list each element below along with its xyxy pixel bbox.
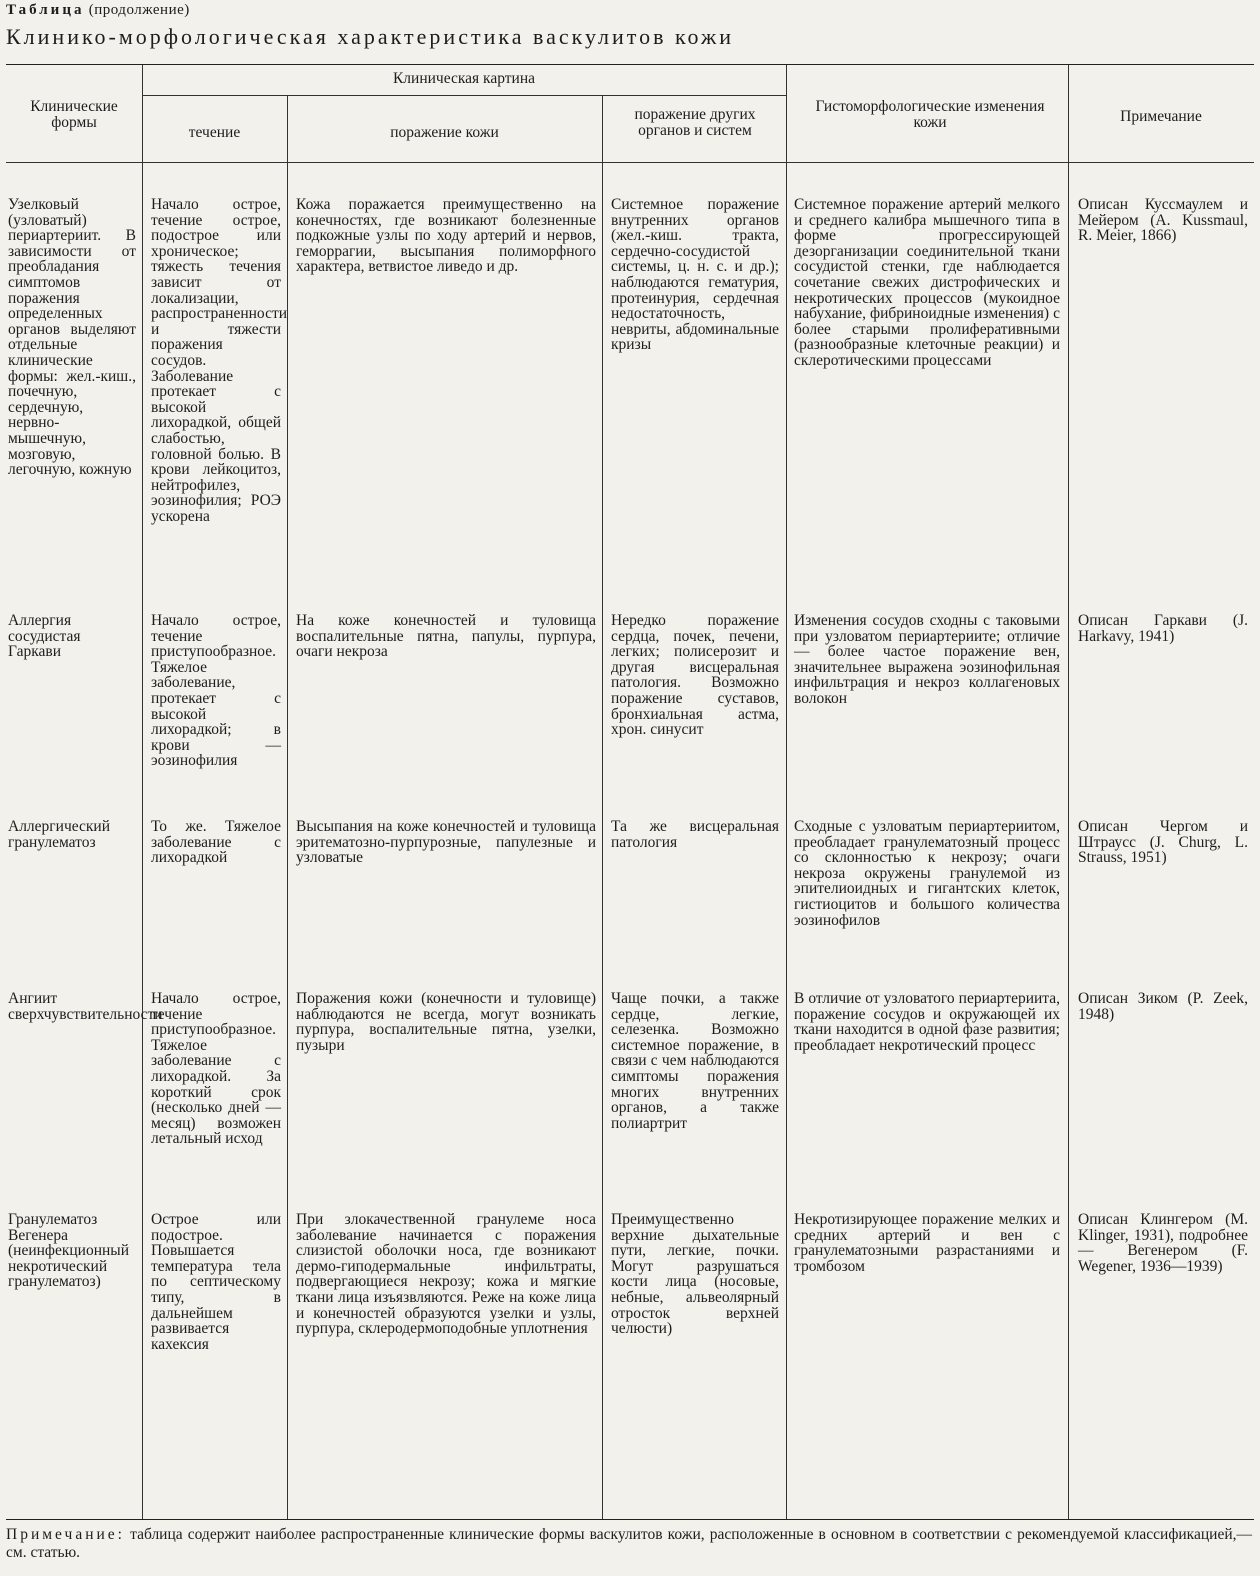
- row-histo: Сходные с узловатым периартериитом, преобладает гранулематозный процесс со склонностью к некрозу; очаги некроза окружены гранулемой из эпителиоидных и гигантских клеток, гистиоцитов и большого количества эозинофилов: [794, 818, 1060, 929]
- row-form: Ангиит сверхчувствительности: [8, 990, 163, 1023]
- row-histo: Системное поражение артерий мелкого и среднего калибра мышечного типа в форме прогрессирующей дезорганизации соединительной ткани сосудистой стенки, где наблюдается сочетание свежих дистрофических и некротических процессов (мукоидное набухание, фибриноидные изменения) с более старыми пролиферативными (разнообразные клеточные реакции) и склеротическими процессами: [794, 196, 1060, 369]
- row-note: Описан Зиком (P. Zeek, 1948): [1078, 990, 1248, 1023]
- row-skin: Высыпания на коже конечностей и туловища эритематозно-пурпурозные, папулезные и узловатые: [296, 818, 596, 867]
- row-organs: Системное поражение внутренних органов (жел.-киш. тракта, сердечно-сосудистой системы, ц. н. с. и др.); наблюдаются гематурия, протеинурия, сердечная недостаточность, невриты, абдоминальные кризы: [611, 196, 779, 354]
- row-course: То же. Тяжелое заболевание с лихорадкой: [151, 818, 281, 867]
- vasculitis-table: [6, 64, 1254, 1520]
- row-course: Начало острое, течение приступообразное. Тяжелое заболевание, протекает с высокой лихорадкой; в крови — эозинофилия: [151, 612, 281, 770]
- row-note: Описан Куссмаулем и Мейером (A. Kussmaul, R. Meier, 1866): [1078, 196, 1248, 245]
- row-form: Аллергический гранулематоз: [8, 818, 111, 851]
- row-course: Острое или подострое. Повышается температура тела по септическому типу, в дальнейшем развивается кахексия: [151, 1211, 281, 1353]
- row-skin: Поражения кожи (конечности и туловище) наблюдаются не всегда, могут возникать пурпура, воспалительные пятна, узелки, пузыри: [296, 990, 596, 1054]
- row-histo: Некротизирующее поражение мелких и средних артерий и вен с гранулематозными разрастаниями и тромбозом: [794, 1211, 1060, 1275]
- row-note: Описан Гаркави (J. Harkavy, 1941): [1078, 612, 1248, 645]
- footnote-label: Примечание:: [6, 1526, 125, 1543]
- row-form: Аллергия сосудистая Гаркави: [8, 612, 81, 661]
- table-caption: [6, 2, 190, 19]
- caption-paren: (продолжение): [88, 2, 190, 18]
- row-note: Описан Клингером (M. Klinger, 1931), подробнее — Вегенером (F. Wegener, 1936—1939): [1078, 1211, 1248, 1275]
- row-form: Узелковый (узловатый) периартериит. В зависимости от преобладания симптомов поражения определенных органов выделяют отдельные клинические формы: жел.-киш., почечную, сердечную, нервно-мышечную, мозговую, легочную, кожную: [8, 196, 136, 479]
- row-note: Описан Чергом и Штраусс (J. Churg, L. Strauss, 1951): [1078, 818, 1248, 867]
- header-sub-rule: [142, 95, 786, 96]
- row-form: Гранулематоз Вегенера (неинфекционный некротический гранулематоз): [8, 1211, 130, 1291]
- row-histo: В отличие от узловатого периартериита, поражение сосудов и окружающей их ткани находится в одной фазе развития; преобладает некротический процесс: [794, 990, 1060, 1054]
- row-course: Начало острое, течение приступообразное. Тяжелое заболевание с лихорадкой. За короткий срок (несколько дней — месяц) возможен летальный исход: [151, 990, 281, 1148]
- col-divider: [142, 65, 143, 1519]
- row-histo: Изменения сосудов сходны с таковыми при узловатом периартериите; отличие — более частое поражение вен, значительнее выражена эозинофильная инфильтрация и некроз коллагеновых волокон: [794, 612, 1060, 707]
- header-note: Примечание: [1120, 108, 1202, 125]
- row-skin: При злокачественной гранулеме носа заболевание начинается с поражения слизистой оболочки носа, где возникают дермо-гиподермальные инфильтраты, подвергающиеся некрозу; кожа и мягкие ткани лица изъязвляются. Реже на коже лица и конечностей образуются узелки и узлы, пурпура, склеродермоподобные уплотнения: [296, 1211, 596, 1338]
- col-divider: [287, 95, 288, 1519]
- row-organs: Чаще почки, а также сердце, легкие, селезенка. Возможно системное поражение, в связи с чем наблюдаются симптомы поражения многих внутренних органов, а также полиартрит: [611, 990, 779, 1132]
- col-divider: [1068, 65, 1069, 1519]
- row-organs: Нередко поражение сердца, почек, печени, легких; полисерозит и другая висцеральная патология. Возможно поражение суставов, бронхиальная астма, хрон. синусит: [611, 612, 779, 739]
- table-title: Клинико-морфологическая характеристика васкулитов кожи: [6, 24, 734, 49]
- header-clinical: Клиническая картина: [392, 70, 536, 87]
- header-course: течение: [188, 124, 241, 141]
- header-organs: поражение других органов и систем: [634, 106, 756, 139]
- header-rule: [6, 162, 1254, 163]
- header-histo: Гистоморфологические изменения кожи: [815, 98, 1045, 131]
- row-course: Начало острое, течение острое, подострое или хроническое; тяжесть течения зависит от локализации, распространенности и тяжести поражения сосудов. Заболевание протекает с высокой лихорадкой, общей слабостью, головной болью. В крови лейкоцитоз, нейтрофилез, эозинофилия; РОЭ ускорена: [151, 196, 288, 525]
- header-forms: Клинические формы: [30, 98, 118, 131]
- caption-label: Таблица: [6, 2, 85, 18]
- row-skin: На коже конечностей и туловища воспалительные пятна, папулы, пурпура, очаги некроза: [296, 612, 596, 661]
- row-organs: Та же висцеральная патология: [611, 818, 779, 851]
- row-skin: Кожа поражается преимущественно на конечностях, где возникают болезненные подкожные узлы по ходу артерий и нервов, геморрагии, высыпания полиморфного характера, ветвистое ливедо и др.: [296, 196, 596, 276]
- table-footnote: [6, 1526, 1252, 1562]
- footnote-text: таблица содержит наиболее распространенные клинические формы васкулитов кожи, расположенные в основном в соответствии с рекомендуемой классификацией,— см. статью.: [6, 1526, 1253, 1561]
- header-skin: поражение кожи: [390, 124, 499, 141]
- row-organs: Преимущественно верхние дыхательные пути, легкие, почки. Могут разрушаться кости лица (носовые, небные, альвеолярный отросток верхней челюсти): [611, 1211, 779, 1338]
- col-divider: [786, 65, 787, 1519]
- col-divider: [602, 95, 603, 1519]
